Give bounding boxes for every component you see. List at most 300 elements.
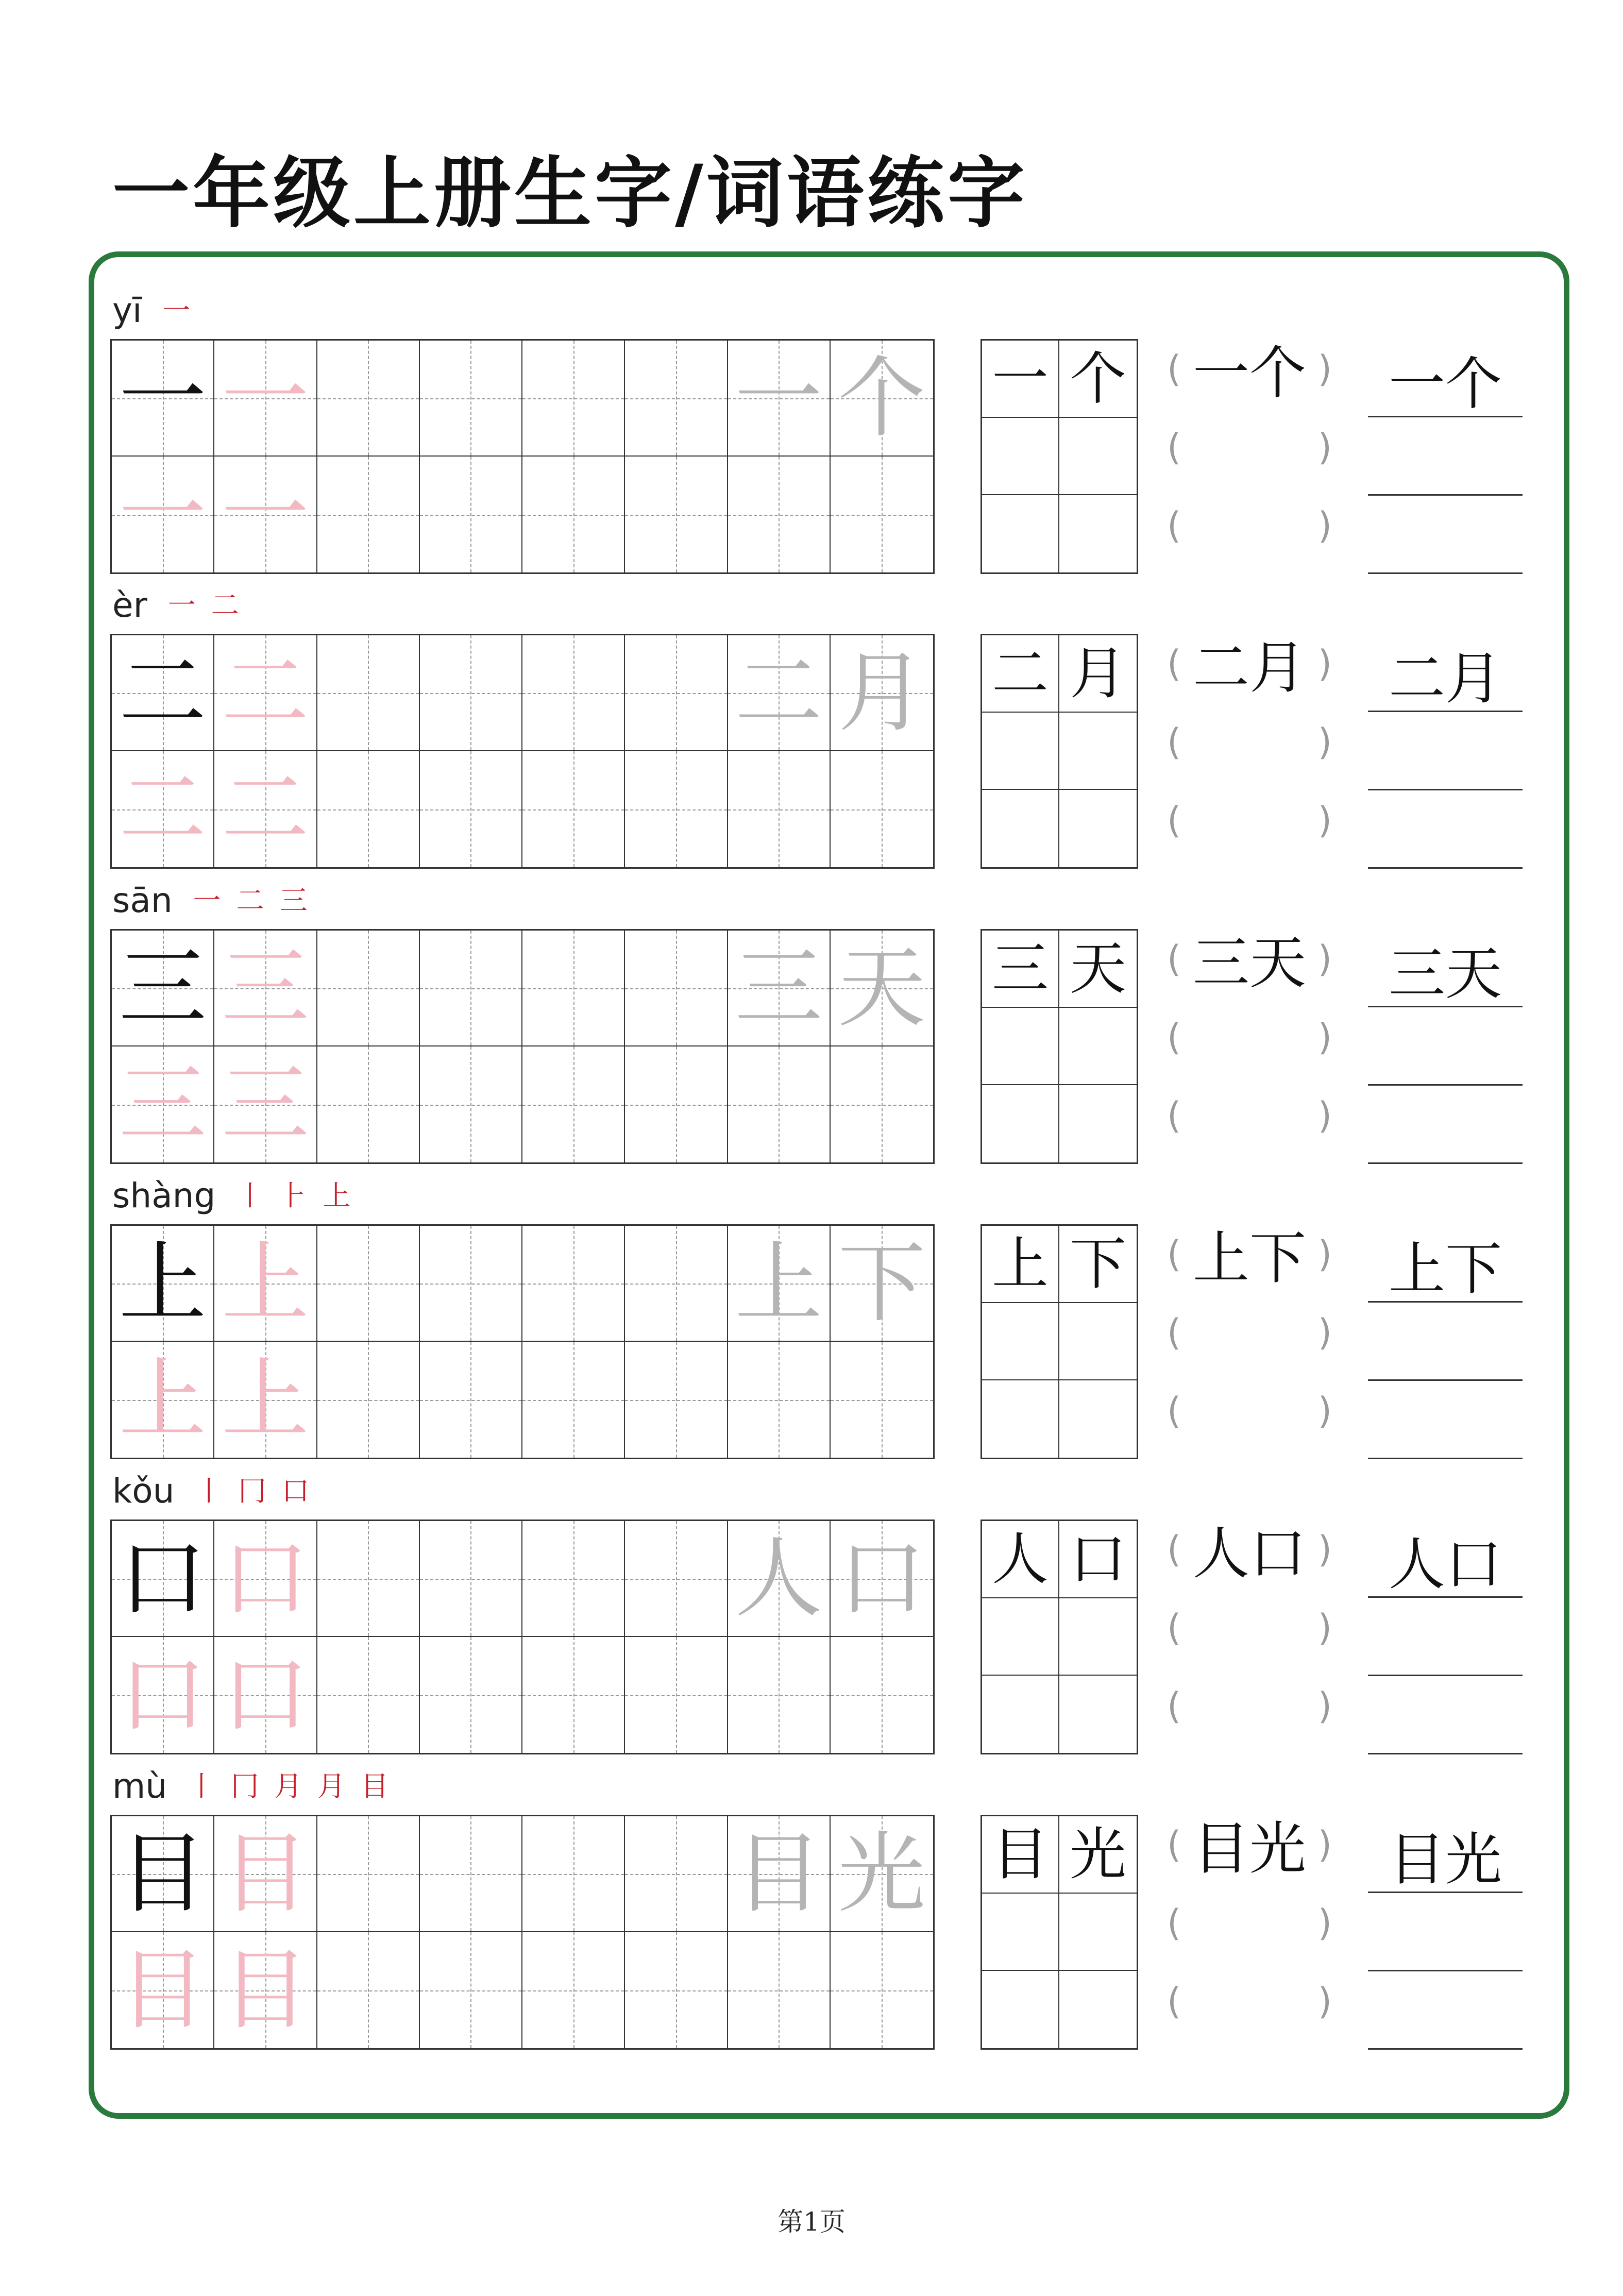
writing-cell[interactable]: [728, 1226, 831, 1342]
writing-cell[interactable]: [317, 1521, 420, 1637]
writing-cell[interactable]: [831, 931, 933, 1046]
underline-blank[interactable]: [1368, 634, 1523, 712]
paren-left: (: [1167, 1685, 1181, 1727]
writing-cell[interactable]: [420, 1932, 522, 2048]
stroke-order-step: 口: [281, 1475, 310, 1507]
word-model-char: 天: [838, 937, 926, 1039]
word-cell[interactable]: [1059, 1008, 1137, 1085]
word-cell[interactable]: [982, 1971, 1059, 2048]
writing-cell[interactable]: [522, 457, 625, 572]
char-section: [0, 872, 1623, 1169]
word-box: [980, 1520, 1138, 1754]
model-char: 上: [119, 1232, 207, 1335]
writing-cell[interactable]: [831, 1932, 933, 2048]
writing-cell[interactable]: [522, 751, 625, 867]
writing-cell[interactable]: [112, 1226, 214, 1342]
writing-cell[interactable]: [831, 341, 933, 457]
writing-cell[interactable]: [420, 635, 522, 751]
stroke-order-step: 一: [193, 884, 221, 917]
model-char: 目: [119, 1822, 207, 1925]
writing-cell[interactable]: [625, 341, 728, 457]
paren-left: (: [1167, 1528, 1181, 1571]
writing-cell[interactable]: [831, 1816, 933, 1932]
writing-cell[interactable]: [728, 751, 831, 867]
underline-blank[interactable]: [1368, 929, 1523, 1007]
trace-char: 口: [221, 1527, 309, 1630]
underline-word: 三天: [1389, 941, 1502, 1007]
underline-word: 二月: [1389, 646, 1502, 712]
trace-char: 目: [221, 1822, 309, 1925]
writing-cell[interactable]: [420, 457, 522, 572]
word-cell[interactable]: [982, 713, 1059, 790]
stroke-order-step: 二: [211, 589, 239, 621]
underline-blank[interactable]: [1368, 1676, 1523, 1754]
word-cell[interactable]: [1059, 1971, 1137, 2048]
word-cell[interactable]: 二: [982, 635, 1059, 713]
writing-cell[interactable]: [625, 1637, 728, 1753]
underline-word: 目光: [1389, 1827, 1502, 1893]
writing-cell[interactable]: [728, 341, 831, 457]
char-section: [0, 1168, 1623, 1464]
writing-cell[interactable]: [625, 635, 728, 751]
underline-blank[interactable]: [1368, 790, 1523, 869]
trace-char: 口: [221, 1644, 309, 1746]
paren-blank[interactable]: [1167, 1086, 1332, 1164]
writing-cell[interactable]: [728, 1521, 831, 1637]
word-cell[interactable]: 目: [982, 1816, 1059, 1894]
word-cell[interactable]: [982, 1380, 1059, 1458]
pinyin-label: yī: [112, 291, 142, 330]
paren-blank[interactable]: [1167, 496, 1332, 574]
word-box: [980, 1224, 1138, 1459]
word-model-char: 二: [735, 641, 823, 744]
paren-right: ): [1317, 1980, 1332, 2022]
underline-blank[interactable]: [1368, 1893, 1523, 1971]
writing-cell[interactable]: [522, 1226, 625, 1342]
underline-blank[interactable]: [1368, 712, 1523, 790]
writing-cell[interactable]: [625, 457, 728, 572]
trace-char: 二: [119, 758, 207, 860]
paren-word: 人口: [1193, 1521, 1306, 1586]
word-cell[interactable]: [982, 418, 1059, 495]
paren-right: ): [1317, 1094, 1332, 1137]
underline-blank[interactable]: [1368, 496, 1523, 574]
trace-char: 上: [119, 1348, 207, 1451]
paren-right: ): [1317, 1311, 1332, 1354]
word-model-char: 个: [838, 347, 926, 449]
writing-cell[interactable]: [112, 1521, 214, 1637]
word-cell[interactable]: [982, 1085, 1059, 1162]
paren-right: ): [1317, 1824, 1332, 1866]
writing-cell[interactable]: [728, 1637, 831, 1753]
model-char: 三: [119, 937, 207, 1039]
word-cell[interactable]: [1059, 713, 1137, 790]
word-model-char: 光: [838, 1822, 926, 1925]
writing-cell[interactable]: [214, 1637, 317, 1753]
paren-left: (: [1167, 799, 1181, 841]
paren-blank[interactable]: [1167, 1381, 1332, 1459]
word-model-char: 月: [838, 641, 926, 744]
writing-cell[interactable]: [831, 1046, 933, 1162]
writing-cell[interactable]: [831, 457, 933, 572]
trace-char: 一: [221, 463, 309, 566]
model-char: 口: [119, 1527, 207, 1630]
paren-left: (: [1167, 1233, 1181, 1275]
writing-cell[interactable]: [317, 1342, 420, 1458]
underline-blank[interactable]: [1368, 339, 1523, 417]
paren-left: (: [1167, 426, 1181, 468]
word-cell[interactable]: [1059, 1380, 1137, 1458]
word-cell[interactable]: [1059, 418, 1137, 495]
writing-cell[interactable]: [214, 1521, 317, 1637]
writing-cell[interactable]: [214, 1226, 317, 1342]
paren-left: (: [1167, 1390, 1181, 1432]
stroke-order-step: 丨: [195, 1475, 223, 1507]
writing-cell[interactable]: [420, 341, 522, 457]
writing-cell[interactable]: [420, 931, 522, 1046]
char-section: [0, 577, 1623, 874]
page-number: 第1页: [777, 2207, 846, 2237]
writing-cell[interactable]: [317, 931, 420, 1046]
writing-cell[interactable]: [317, 1637, 420, 1753]
trace-char: 目: [221, 1939, 309, 2041]
paren-left: (: [1167, 1311, 1181, 1354]
paren-left: (: [1167, 1094, 1181, 1137]
trace-char: 上: [221, 1232, 309, 1335]
pinyin-label: mù: [112, 1766, 167, 1806]
writing-cell[interactable]: [625, 1932, 728, 2048]
paren-blank[interactable]: [1167, 1971, 1332, 2050]
char-section: [0, 1758, 1623, 2055]
underline-blank[interactable]: [1368, 1007, 1523, 1086]
paren-right: ): [1317, 1607, 1332, 1649]
underline-blank[interactable]: [1368, 1815, 1523, 1893]
word-cell[interactable]: [982, 495, 1059, 572]
paren-blank[interactable]: [1167, 634, 1332, 712]
paren-right: ): [1317, 426, 1332, 468]
writing-cell[interactable]: [420, 1816, 522, 1932]
paren-left: (: [1167, 348, 1181, 390]
word-cell[interactable]: 光: [1059, 1816, 1137, 1894]
pinyin-label: èr: [112, 585, 147, 625]
paren-left: (: [1167, 721, 1181, 763]
word-cell[interactable]: 口: [1059, 1521, 1137, 1598]
trace-char: 口: [119, 1644, 207, 1746]
paren-right: ): [1317, 1016, 1332, 1058]
word-cell[interactable]: 人: [982, 1521, 1059, 1598]
underline-blank[interactable]: [1368, 1598, 1523, 1676]
writing-cell[interactable]: [214, 1816, 317, 1932]
char-section: [0, 282, 1623, 579]
trace-char: 三: [221, 937, 309, 1039]
word-cell[interactable]: [1059, 1894, 1137, 1971]
paren-blank[interactable]: [1167, 339, 1332, 417]
stroke-order-step: 冂: [238, 1475, 266, 1507]
underline-blank[interactable]: [1368, 1224, 1523, 1303]
paren-blank[interactable]: [1167, 929, 1332, 1007]
paren-blank[interactable]: [1167, 712, 1332, 790]
trace-char: 一: [221, 347, 309, 449]
writing-cell[interactable]: [420, 1046, 522, 1162]
writing-cell[interactable]: [625, 931, 728, 1046]
pinyin-line: [112, 1168, 366, 1219]
writing-cell[interactable]: [522, 635, 625, 751]
writing-cell[interactable]: [214, 1046, 317, 1162]
pinyin-line: [112, 1463, 325, 1514]
underline-blank[interactable]: [1368, 1086, 1523, 1164]
word-model-char: 口: [838, 1527, 926, 1630]
underline-blank[interactable]: [1368, 1520, 1523, 1598]
word-box: [980, 339, 1138, 574]
underline-blank[interactable]: [1368, 1971, 1523, 2050]
paren-right: ): [1317, 643, 1332, 685]
paren-left: (: [1167, 1607, 1181, 1649]
word-cell[interactable]: 月: [1059, 635, 1137, 713]
writing-cell[interactable]: [522, 1932, 625, 2048]
page-title: 一年级上册生字/词语练字: [112, 148, 1028, 239]
writing-cell[interactable]: [112, 931, 214, 1046]
writing-cell[interactable]: [625, 1521, 728, 1637]
paren-right: ): [1317, 721, 1332, 763]
paren-blank[interactable]: [1167, 1676, 1332, 1754]
writing-cell[interactable]: [522, 1637, 625, 1753]
stroke-order-step: ⺊: [279, 1179, 308, 1212]
paren-right: ): [1317, 1902, 1332, 1944]
writing-cell[interactable]: [728, 457, 831, 572]
paren-left: (: [1167, 1824, 1181, 1866]
word-cell[interactable]: [982, 790, 1059, 867]
paren-right: ): [1317, 504, 1332, 547]
writing-cell[interactable]: [831, 1342, 933, 1458]
word-cell[interactable]: [1059, 495, 1137, 572]
pinyin-label: kǒu: [112, 1471, 175, 1511]
tianzige-grid: [110, 1520, 935, 1754]
writing-cell[interactable]: [214, 457, 317, 572]
writing-cell[interactable]: [317, 1816, 420, 1932]
tianzige-grid: [110, 1815, 935, 2050]
trace-char: 三: [119, 1053, 207, 1156]
word-model-char: 上: [735, 1232, 823, 1335]
writing-cell[interactable]: [112, 1932, 214, 2048]
word-cell[interactable]: [982, 1303, 1059, 1380]
writing-cell[interactable]: [112, 751, 214, 867]
paren-blank[interactable]: [1167, 1893, 1332, 1971]
stroke-order-step: 一: [167, 589, 196, 621]
writing-cell[interactable]: [420, 1342, 522, 1458]
writing-cell[interactable]: [522, 1816, 625, 1932]
writing-cell[interactable]: [522, 1342, 625, 1458]
paren-left: (: [1167, 643, 1181, 685]
pinyin-line: [112, 1758, 404, 1810]
writing-cell[interactable]: [420, 1521, 522, 1637]
paren-left: (: [1167, 938, 1181, 980]
underline-word: 人口: [1389, 1531, 1502, 1597]
paren-blank[interactable]: [1167, 417, 1332, 496]
paren-word: 三天: [1193, 930, 1306, 996]
writing-cell[interactable]: [728, 635, 831, 751]
writing-cell[interactable]: [317, 1046, 420, 1162]
paren-word: 二月: [1193, 635, 1306, 701]
paren-word: 目光: [1193, 1816, 1306, 1882]
writing-cell[interactable]: [317, 751, 420, 867]
word-cell[interactable]: [1059, 1676, 1137, 1753]
word-cell[interactable]: 三: [982, 931, 1059, 1008]
underline-blank[interactable]: [1368, 1381, 1523, 1459]
word-box: [980, 634, 1138, 869]
word-cell[interactable]: [1059, 1598, 1137, 1676]
writing-cell[interactable]: [317, 1932, 420, 2048]
word-model-char: 三: [735, 937, 823, 1039]
word-cell[interactable]: [982, 1598, 1059, 1676]
word-model-char: 人: [735, 1527, 823, 1630]
writing-cell[interactable]: [317, 1226, 420, 1342]
model-char: 二: [119, 641, 207, 744]
writing-cell[interactable]: [522, 1046, 625, 1162]
writing-cell[interactable]: [522, 931, 625, 1046]
writing-cell[interactable]: [625, 1816, 728, 1932]
model-char: 一: [119, 347, 207, 449]
writing-cell[interactable]: [625, 751, 728, 867]
underline-word: 一个: [1389, 351, 1502, 417]
word-cell[interactable]: [1059, 790, 1137, 867]
word-cell[interactable]: 个: [1059, 341, 1137, 418]
paren-word: 一个: [1193, 340, 1306, 406]
writing-cell[interactable]: [831, 1226, 933, 1342]
writing-cell[interactable]: [831, 1637, 933, 1753]
trace-char: 上: [221, 1348, 309, 1451]
word-model-char: 下: [838, 1232, 926, 1335]
paren-left: (: [1167, 1016, 1181, 1058]
stroke-order-step: 目: [361, 1770, 389, 1802]
writing-cell[interactable]: [317, 457, 420, 572]
paren-right: ): [1317, 799, 1332, 841]
paren-blank[interactable]: [1167, 1224, 1332, 1303]
paren-blank[interactable]: [1167, 1598, 1332, 1676]
stroke-order-step: 月: [274, 1770, 302, 1802]
stroke-order-step: 一: [162, 294, 191, 327]
word-cell[interactable]: 天: [1059, 931, 1137, 1008]
writing-cell[interactable]: [625, 1046, 728, 1162]
paren-left: (: [1167, 504, 1181, 547]
paren-blank[interactable]: [1167, 1007, 1332, 1086]
word-cell[interactable]: [982, 1894, 1059, 1971]
word-box: [980, 929, 1138, 1164]
paren-left: (: [1167, 1902, 1181, 1944]
word-model-char: 目: [735, 1822, 823, 1925]
trace-char: 二: [221, 758, 309, 860]
writing-cell[interactable]: [214, 1932, 317, 2048]
pinyin-line: [112, 577, 255, 629]
underline-blank[interactable]: [1368, 417, 1523, 496]
stroke-order-step: 月: [317, 1770, 346, 1802]
word-cell[interactable]: 一: [982, 341, 1059, 418]
char-section: [0, 1463, 1623, 1760]
paren-right: ): [1317, 1685, 1332, 1727]
writing-cell[interactable]: [522, 1521, 625, 1637]
paren-right: ): [1317, 348, 1332, 390]
pinyin-line: [112, 282, 206, 334]
underline-word: 上下: [1389, 1236, 1502, 1302]
writing-cell[interactable]: [112, 1637, 214, 1753]
writing-cell[interactable]: [831, 1521, 933, 1637]
writing-cell[interactable]: [625, 1226, 728, 1342]
tianzige-grid: [110, 634, 935, 869]
writing-cell[interactable]: [728, 1932, 831, 2048]
stroke-order-step: 丨: [236, 1179, 264, 1212]
writing-cell[interactable]: [317, 341, 420, 457]
pinyin-label: sān: [112, 881, 173, 920]
writing-cell[interactable]: [831, 751, 933, 867]
paren-right: ): [1317, 1390, 1332, 1432]
paren-blank[interactable]: [1167, 1815, 1332, 1893]
writing-cell[interactable]: [214, 751, 317, 867]
writing-cell[interactable]: [317, 635, 420, 751]
writing-cell[interactable]: [728, 931, 831, 1046]
paren-left: (: [1167, 1980, 1181, 2022]
word-cell[interactable]: [1059, 1303, 1137, 1380]
tianzige-grid: [110, 929, 935, 1164]
trace-char: 三: [221, 1053, 309, 1156]
writing-cell[interactable]: [420, 751, 522, 867]
word-cell[interactable]: [982, 1008, 1059, 1085]
stroke-order-step: 二: [236, 884, 264, 917]
writing-cell[interactable]: [728, 1046, 831, 1162]
word-model-char: 一: [735, 347, 823, 449]
writing-cell[interactable]: [112, 635, 214, 751]
underline-blank[interactable]: [1368, 1303, 1523, 1381]
writing-cell[interactable]: [214, 931, 317, 1046]
writing-cell[interactable]: [112, 1342, 214, 1458]
writing-cell[interactable]: [112, 341, 214, 457]
word-cell[interactable]: [982, 1676, 1059, 1753]
writing-cell[interactable]: [420, 1226, 522, 1342]
writing-cell[interactable]: [214, 341, 317, 457]
writing-cell[interactable]: [112, 1816, 214, 1932]
writing-cell[interactable]: [420, 1637, 522, 1753]
stroke-order-step: 冂: [231, 1770, 259, 1802]
word-cell[interactable]: [1059, 1085, 1137, 1162]
paren-right: ): [1317, 1528, 1332, 1571]
paren-blank[interactable]: [1167, 790, 1332, 869]
word-cell[interactable]: 下: [1059, 1226, 1137, 1303]
tianzige-grid: [110, 1224, 935, 1459]
paren-blank[interactable]: [1167, 1520, 1332, 1598]
stroke-order-step: 上: [323, 1179, 351, 1212]
paren-right: ): [1317, 1233, 1332, 1275]
stroke-order-step: 丨: [188, 1770, 216, 1802]
pinyin-label: shàng: [112, 1176, 216, 1215]
writing-cell[interactable]: [522, 341, 625, 457]
paren-word: 上下: [1193, 1225, 1306, 1291]
writing-cell[interactable]: [625, 1342, 728, 1458]
trace-char: 目: [119, 1939, 207, 2041]
pinyin-line: [112, 872, 323, 924]
paren-right: ): [1317, 938, 1332, 980]
word-cell[interactable]: 上: [982, 1226, 1059, 1303]
word-box: [980, 1815, 1138, 2050]
tianzige-grid: [110, 339, 935, 574]
writing-cell[interactable]: [214, 1342, 317, 1458]
stroke-order-step: 三: [279, 884, 308, 917]
writing-cell[interactable]: [112, 1046, 214, 1162]
paren-blank[interactable]: [1167, 1303, 1332, 1381]
writing-cell[interactable]: [112, 457, 214, 572]
writing-cell[interactable]: [214, 635, 317, 751]
writing-cell[interactable]: [831, 635, 933, 751]
writing-cell[interactable]: [728, 1342, 831, 1458]
writing-cell[interactable]: [728, 1816, 831, 1932]
trace-char: 二: [221, 641, 309, 744]
